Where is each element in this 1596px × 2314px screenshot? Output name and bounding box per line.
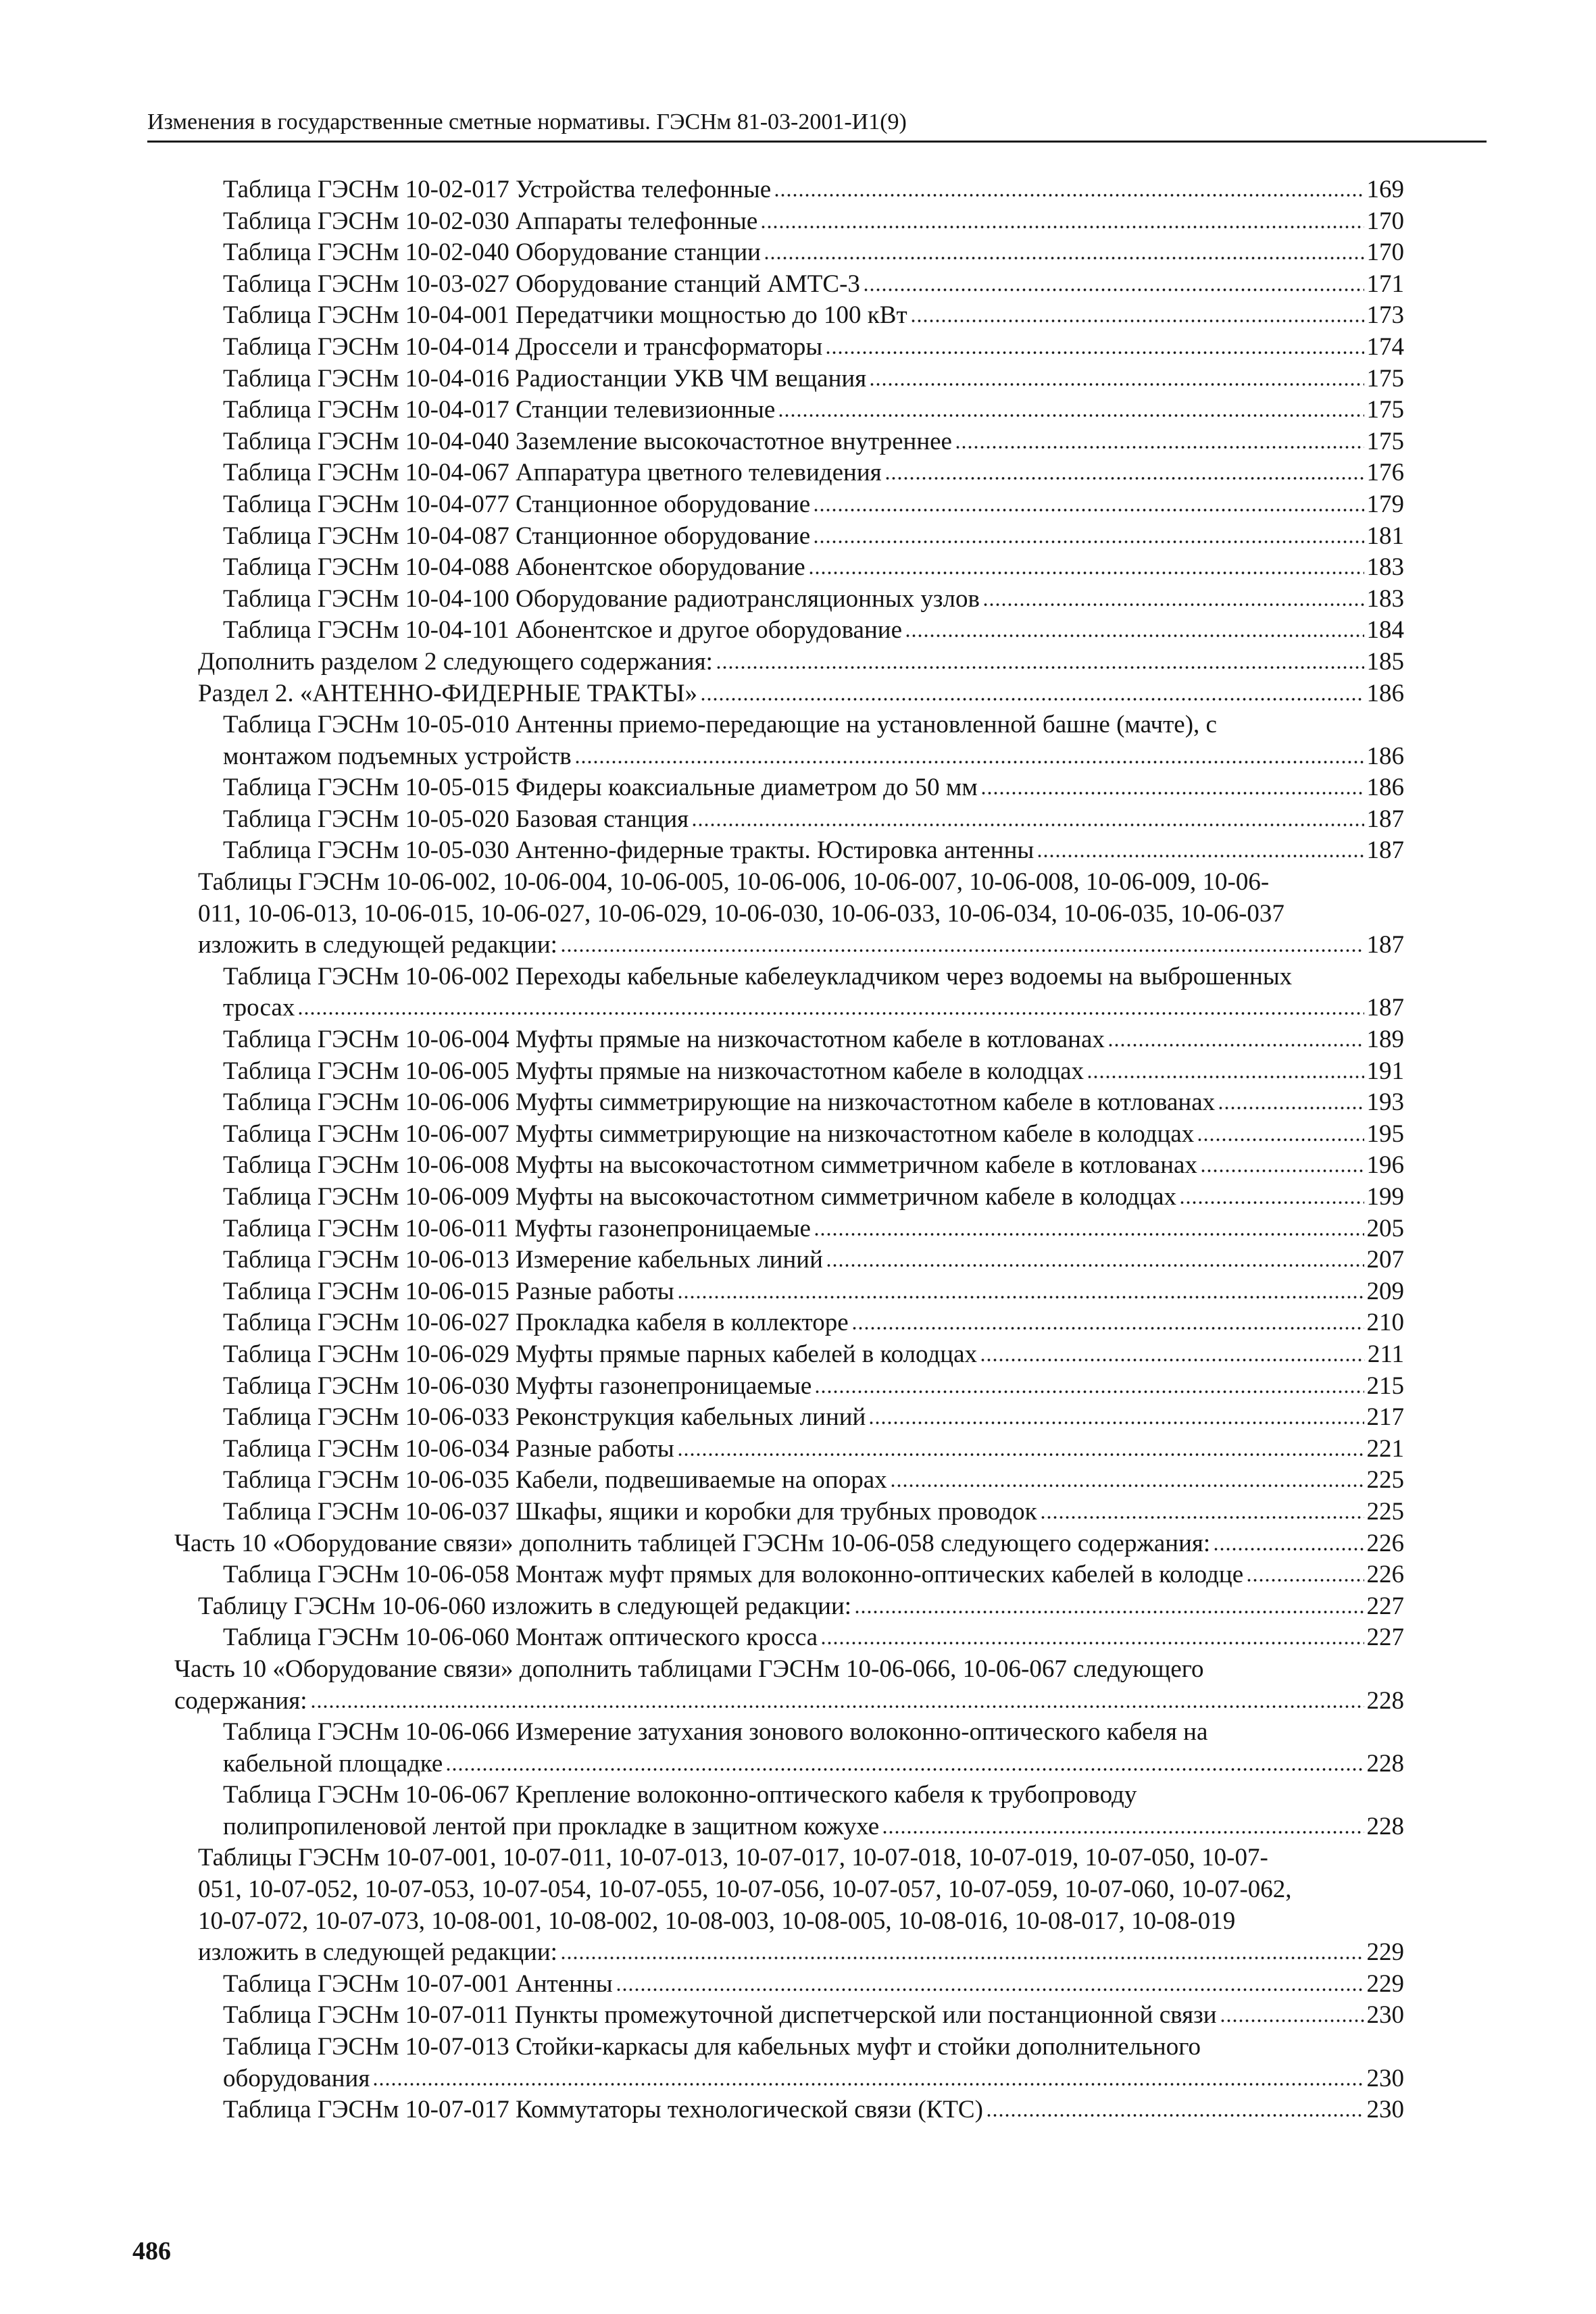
toc-entry-page: 183 [1366,553,1404,582]
toc-entry-page: 186 [1366,742,1404,770]
dot-leader [863,272,1364,292]
toc-entry [174,1622,1404,1654]
dot-leader [869,366,1364,386]
toc-entry-title: монтажом подъемных устройств [223,742,572,770]
toc-entry-text-line: Таблица ГЭСНм 10-06-067 Крепление волоконно-оптического кабеля к трубопроводу [223,1781,1137,1809]
toc-entry [174,269,1404,301]
dot-leader [372,2066,1364,2086]
toc-entry-page: 174 [1366,332,1404,361]
toc-entry-title: Таблица ГЭСНм 10-04-087 Станционное оборудование [223,522,811,550]
toc-entry-page: 170 [1366,238,1404,267]
toc-entry-title: Таблица ГЭСНм 10-04-077 Станционное оборудование [223,490,811,518]
toc-entry-text-line: Таблица ГЭСНм 10-05-010 Антенны приемо-передающие на установленной башне (мачте), с [223,711,1217,739]
toc-entry-page: 207 [1366,1246,1404,1274]
toc-entry-title: Таблица ГЭСНм 10-06-027 Прокладка кабеля в коллекторе [223,1309,849,1337]
toc-entry-page: 211 [1367,1340,1404,1368]
dot-leader [813,524,1364,544]
dot-leader [1197,1122,1364,1142]
toc-entry [174,867,1404,961]
dot-leader [882,1814,1364,1834]
toc-entry [174,1371,1404,1403]
toc-entry-page: 173 [1366,301,1404,330]
toc-entry-page: 183 [1366,584,1404,613]
toc-entry [174,1496,1404,1528]
toc-entry-title: Таблица ГЭСНм 10-04-017 Станции телевизионные [223,396,776,424]
toc-entry-page: 181 [1366,522,1404,550]
dot-leader [560,933,1364,953]
dot-leader [677,1436,1364,1457]
dot-leader [1200,1153,1364,1174]
toc-entry-title: Таблица ГЭСНм 10-04-040 Заземление высокочастотное внутреннее [223,427,952,455]
table-of-contents [174,174,1404,2126]
toc-entry-title: Таблица ГЭСНм 10-02-017 Устройства телефонные [223,176,772,203]
toc-entry [174,2094,1404,2126]
toc-entry [174,237,1404,269]
dot-leader [955,429,1364,449]
dot-leader [774,177,1364,197]
toc-entry-title: Таблица ГЭСНм 10-07-001 Антенны [223,1969,613,1998]
toc-entry [174,332,1404,363]
toc-entry-title: Часть 10 «Оборудование связи» дополнить таблицей ГЭСНм 10-06-058 следующего содержания: [174,1529,1211,1557]
toc-entry-page: 217 [1366,1403,1404,1432]
toc-entry-text-line: Таблица ГЭСНм 10-07-013 Стойки-каркасы для кабельных муфт и стойки дополнительного [223,2033,1201,2061]
toc-entry-title: Таблица ГЭСНм 10-04-014 Дроссели и трансформаторы [223,332,823,361]
dot-leader [868,1405,1364,1426]
toc-entry-page: 227 [1366,1624,1404,1652]
toc-entry-page: 230 [1366,2064,1404,2092]
toc-entry-title: Таблица ГЭСНм 10-06-015 Разные работы [223,1277,674,1305]
toc-entry [174,426,1404,458]
toc-entry-title: Таблица ГЭСНм 10-06-033 Реконструкция кабельных линий [223,1403,866,1432]
toc-entry-text-line: 10-07-072, 10-07-073, 10-08-001, 10-08-002, 10-08-003, 10-08-005, 10-08-016, 10-08-017, 10-08-019 [198,1907,1236,1935]
toc-entry-text-line: Таблицы ГЭСНм 10-06-002, 10-06-004, 10-06-005, 10-06-006, 10-06-007, 10-06-008, 10-06-009, 10-06- [198,868,1270,897]
toc-entry-title: Таблица ГЭСНм 10-06-005 Муфты прямые на низкочастотном кабеле в колодцах [223,1057,1084,1085]
toc-entry-title: изложить в следующей редакции: [198,931,557,959]
toc-entry-page: 226 [1366,1561,1404,1589]
toc-entry [174,709,1404,772]
toc-entry-page: 184 [1366,616,1404,645]
toc-entry-title: Таблица ГЭСНм 10-05-020 Базовая станция [223,805,689,833]
toc-entry-text-line: Таблица ГЭСНм 10-06-002 Переходы кабельные кабелеукладчиком через водоемы на выброшенных [223,962,1293,990]
toc-entry-page: 187 [1366,931,1404,959]
toc-entry-title: Таблица ГЭСНм 10-06-058 Монтаж муфт прямых для волоконно-оптических кабелей в колодце [223,1561,1244,1589]
toc-entry-text-line: Таблицы ГЭСНм 10-07-001, 10-07-011, 10-07-013, 10-07-017, 10-07-018, 10-07-019, 10-07-050, 10-07- [198,1844,1268,1872]
dot-leader [905,618,1364,638]
toc-entry-page: 169 [1366,176,1404,203]
toc-entry-page: 205 [1366,1214,1404,1242]
toc-entry-page: 170 [1366,207,1404,235]
toc-entry-title: Таблица ГЭСНм 10-02-040 Оборудование станции [223,238,761,267]
toc-entry [174,772,1404,804]
toc-entry [174,835,1404,867]
toc-entry-title: Таблица ГЭСНм 10-06-004 Муфты прямые на низкочастотном кабеле в котлованах [223,1026,1105,1054]
dot-leader [574,744,1364,764]
toc-entry-page: 229 [1366,1969,1404,1998]
page-number: 486 [132,2237,171,2265]
toc-entry-page: 191 [1366,1057,1404,1085]
toc-entry [174,1969,1404,2001]
toc-entry-page: 226 [1366,1529,1404,1557]
toc-entry [174,1056,1404,1088]
toc-entry-title: Таблица ГЭСНм 10-05-030 Антенно-фидерные тракты. Юстировка антенны [223,836,1034,865]
toc-entry [174,395,1404,426]
toc-entry [174,615,1404,647]
toc-entry-title: Таблица ГЭСНм 10-05-015 Фидеры коаксиальные диаметром до 50 мм [223,774,978,802]
toc-entry-page: 175 [1366,364,1404,393]
toc-entry-page: 189 [1366,1026,1404,1054]
toc-entry [174,457,1404,489]
toc-entry-page: 176 [1366,459,1404,487]
toc-entry [174,521,1404,553]
dot-leader [764,241,1364,261]
toc-entry [174,1842,1404,1968]
dot-leader [890,1468,1364,1488]
toc-entry-title: оборудования [223,2064,370,2092]
toc-entry-title: Таблица ГЭСНм 10-02-030 Аппараты телефонные [223,207,758,235]
toc-entry [174,1402,1404,1434]
dot-leader [616,1971,1364,1992]
toc-entry-title: Таблица ГЭСНм 10-07-011 Пункты промежуточной диспетчерской или постанционной связи [223,2001,1217,2030]
toc-entry [174,1591,1404,1623]
toc-entry [174,1780,1404,1842]
dot-leader [297,996,1364,1016]
toc-entry-title: Таблица ГЭСНм 10-06-029 Муфты прямые парных кабелей в колодцах [223,1340,978,1368]
toc-entry [174,489,1404,521]
toc-entry-page: 210 [1366,1309,1404,1337]
toc-entry [174,1244,1404,1276]
toc-entry-page: 193 [1366,1088,1404,1117]
toc-entry [174,1150,1404,1182]
toc-entry-page: 195 [1366,1120,1404,1148]
toc-entry-title: кабельной площадке [223,1749,443,1778]
toc-entry-text-line: Таблица ГЭСНм 10-06-066 Измерение затухания зонового волоконно-оптического кабеля на [223,1718,1208,1746]
dot-leader [814,1374,1364,1394]
toc-entry [174,678,1404,710]
dot-leader [884,461,1364,481]
toc-entry-title: Таблица ГЭСНм 10-06-034 Разные работы [223,1434,674,1463]
toc-entry-page: 228 [1366,1686,1404,1715]
dot-leader [700,681,1364,701]
toc-entry-page: 227 [1366,1592,1404,1620]
toc-entry-text-line: 051, 10-07-052, 10-07-053, 10-07-054, 10-07-055, 10-07-056, 10-07-057, 10-07-059, 10-07-060, 10-07-062, [198,1876,1292,1904]
toc-entry-title: Таблица ГЭСНм 10-06-008 Муфты на высокочастотном симметричном кабеле в котлованах [223,1151,1197,1180]
dot-leader [820,1626,1364,1646]
toc-entry-title: Таблица ГЭСНм 10-03-027 Оборудование станций АМТС-3 [223,270,860,298]
toc-entry-page: 171 [1366,270,1404,298]
toc-entry-page: 199 [1366,1183,1404,1211]
dot-leader [808,555,1364,576]
toc-entry-page: 185 [1366,647,1404,676]
toc-entry-page: 225 [1366,1497,1404,1526]
toc-entry-page: 225 [1366,1466,1404,1494]
dot-leader [1218,1090,1364,1111]
toc-entry [174,1559,1404,1591]
dot-leader [778,398,1364,418]
toc-entry [174,1528,1404,1560]
toc-entry-text-line: 011, 10-06-013, 10-06-015, 10-06-027, 10-06-029, 10-06-030, 10-06-033, 10-06-034, 10-06-035, 10-06-037 [198,899,1285,928]
toc-entry-page: 230 [1366,2001,1404,2030]
toc-entry-title: Таблица ГЭСНм 10-04-101 Абонентское и другое оборудование [223,616,902,645]
dot-leader [910,303,1364,324]
toc-entry-title: Таблица ГЭСНм 10-07-017 Коммутаторы технологической связи (КТС) [223,2096,983,2124]
toc-entry-title: Таблица ГЭСНм 10-06-030 Муфты газонепроницаемые [223,1372,812,1400]
toc-entry-page: 186 [1366,774,1404,802]
toc-entry [174,1434,1404,1465]
dot-leader [1037,838,1364,859]
dot-leader [854,1594,1364,1614]
toc-entry-title: Таблица ГЭСНм 10-06-037 Шкафы, ящики и коробки для трубных проводок [223,1497,1037,1526]
toc-entry [174,647,1404,678]
toc-entry-title: Таблицу ГЭСНм 10-06-060 изложить в следующей редакции: [198,1592,852,1620]
dot-leader [980,1342,1365,1362]
toc-entry [174,206,1404,238]
dot-leader [851,1311,1364,1331]
toc-entry [174,174,1404,206]
dot-leader [982,586,1364,607]
toc-entry-page: 186 [1366,679,1404,707]
toc-entry [174,1087,1404,1119]
toc-entry-title: Таблица ГЭСНм 10-04-088 Абонентское оборудование [223,553,805,582]
toc-entry [174,1307,1404,1339]
dot-leader [986,2098,1364,2118]
dot-leader [760,209,1364,229]
toc-entry-page: 187 [1366,994,1404,1022]
toc-entry [174,961,1404,1024]
toc-entry-title: Раздел 2. «АНТЕННО-ФИДЕРНЫЕ ТРАКТЫ» [198,679,697,707]
toc-entry [174,2000,1404,2032]
toc-entry-title: Таблица ГЭСНм 10-04-100 Оборудование радиотрансляционных узлов [223,584,980,613]
dot-leader [814,1216,1364,1236]
toc-entry [174,1024,1404,1056]
toc-entry-page: 221 [1366,1434,1404,1463]
toc-entry-page: 175 [1366,396,1404,424]
toc-entry-title: Таблица ГЭСНм 10-06-006 Муфты симметрирующие на низкочастотном кабеле в котлованах [223,1088,1216,1117]
dot-leader [825,334,1364,355]
toc-entry [174,1182,1404,1213]
toc-entry-page: 179 [1366,490,1404,518]
dot-leader [716,649,1364,670]
toc-entry [174,2032,1404,2094]
dot-leader [813,492,1364,512]
toc-entry-page: 229 [1366,1938,1404,1967]
toc-entry-page: 187 [1366,836,1404,865]
toc-entry-page: 209 [1366,1277,1404,1305]
dot-leader [1179,1184,1364,1205]
toc-entry [174,584,1404,615]
toc-entry-page: 230 [1366,2096,1404,2124]
dot-leader [691,807,1364,827]
toc-entry-title: Таблица ГЭСНм 10-06-011 Муфты газонепроницаемые [223,1214,811,1242]
toc-entry-title: Таблица ГЭСНм 10-06-009 Муфты на высокочастотном симметричном кабеле в колодцах [223,1183,1177,1211]
dot-leader [1087,1059,1364,1079]
toc-entry [174,1465,1404,1496]
toc-entry [174,1276,1404,1308]
toc-entry-page: 175 [1366,427,1404,455]
running-header: Изменения в государственные сметные нормативы. ГЭСНм 81-03-2001-И1(9) [147,108,1487,143]
toc-entry-title: полипропиленовой лентой при прокладке в защитном кожухе [223,1812,880,1840]
dot-leader [1107,1027,1364,1047]
toc-entry [174,1119,1404,1151]
toc-entry-title: Таблица ГЭСНм 10-06-060 Монтаж оптического кросса [223,1624,818,1652]
toc-entry-page: 228 [1366,1749,1404,1778]
toc-entry-page: 187 [1366,805,1404,833]
toc-entry-page: 196 [1366,1151,1404,1180]
toc-entry [174,363,1404,395]
dot-leader [1213,1531,1364,1551]
toc-entry-title: Таблица ГЭСНм 10-04-067 Аппаратура цветного телевидения [223,459,882,487]
toc-entry [174,300,1404,332]
toc-entry-page: 228 [1366,1812,1404,1840]
dot-leader [310,1688,1364,1709]
toc-entry-title: Таблица ГЭСНм 10-06-013 Измерение кабельных линий [223,1246,823,1274]
toc-entry-title: Таблица ГЭСНм 10-06-035 Кабели, подвешиваемые на опорах [223,1466,887,1494]
dot-leader [1220,2003,1364,2023]
toc-entry-title: Таблица ГЭСНм 10-06-007 Муфты симметрирующие на низкочастотном кабеле в колодцах [223,1120,1195,1148]
toc-entry [174,804,1404,836]
dot-leader [677,1279,1364,1299]
toc-entry [174,552,1404,584]
dot-leader [826,1248,1364,1268]
toc-entry-page: 215 [1366,1372,1404,1400]
dot-leader [1040,1499,1364,1519]
dot-leader [445,1751,1364,1771]
dot-leader [980,776,1364,796]
toc-entry-title: Дополнить разделом 2 следующего содержания: [198,647,713,676]
toc-entry-title: изложить в следующей редакции: [198,1938,557,1967]
toc-entry [174,1654,1404,1717]
toc-entry-title: Таблица ГЭСНм 10-04-001 Передатчики мощностью до 100 кВт [223,301,907,330]
toc-entry-title: содержания: [174,1686,307,1715]
toc-entry-title: Таблица ГЭСНм 10-04-016 Радиостанции УКВ ЧМ вещания [223,364,867,393]
dot-leader [560,1940,1364,1961]
toc-entry [174,1717,1404,1780]
toc-entry-title: тросах [223,994,295,1022]
dot-leader [1246,1563,1364,1583]
toc-entry [174,1213,1404,1245]
toc-entry-text-line: Часть 10 «Оборудование связи» дополнить таблицами ГЭСНм 10-06-066, 10-06-067 следующего [174,1655,1204,1683]
toc-entry [174,1339,1404,1371]
